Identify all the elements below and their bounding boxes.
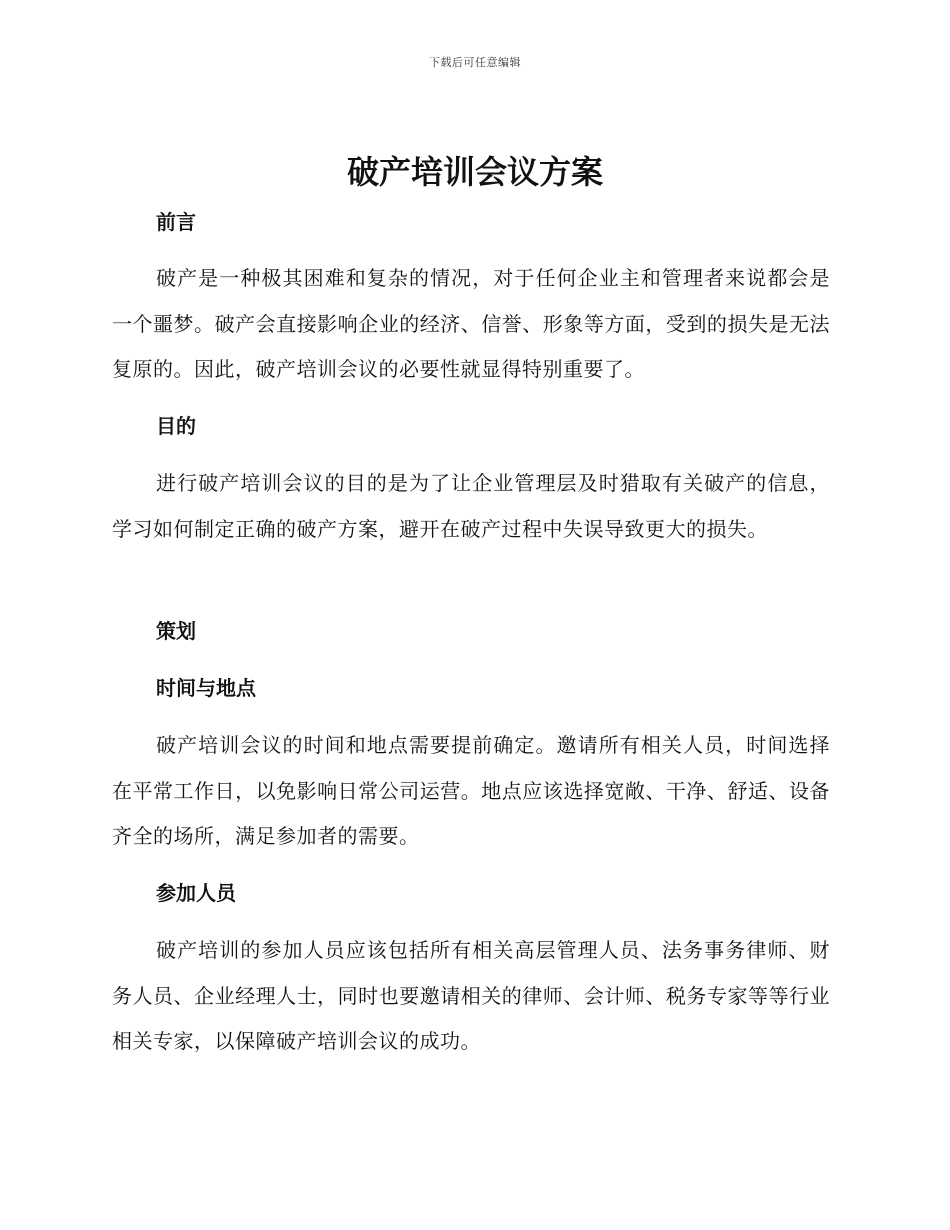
section-paragraph-purpose: 进行破产培训会议的目的是为了让企业管理层及时猎取有关破产的信息，学习如何制定正确的破产方案，避开在破产过程中失误导致更大的损失。 — [112, 471, 830, 541]
section-heading-participants: 参加人员 — [156, 881, 236, 905]
section-heading-preface: 前言 — [156, 210, 196, 234]
section-paragraph-preface: 破产是一种极其困难和复杂的情况，对于任何企业主和管理者来说都会是一个噩梦。破产会直接影响企业的经济、信誉、形象等方面，受到的损失是无法复原的。因此，破产培训会议的必要性就显得特别重要了。 — [112, 266, 830, 381]
header-note: 下载后可任意编辑 — [429, 56, 521, 69]
section-heading-purpose: 目的 — [156, 414, 196, 438]
document-title: 破产培训会议方案 — [346, 153, 603, 191]
section-heading-planning: 策划 — [156, 619, 196, 643]
section-heading-time-place: 时间与地点 — [156, 676, 256, 700]
section-paragraph-time-place: 破产培训会议的时间和地点需要提前确定。邀请所有相关人员，时间选择在平常工作日，以免影响日常公司运营。地点应该选择宽敞、干净、舒适、设备齐全的场所，满足参加者的需要。 — [112, 733, 830, 848]
section-paragraph-participants: 破产培训的参加人员应该包括所有相关高层管理人员、法务事务律师、财务人员、企业经理人士，同时也要邀请相关的律师、会计师、税务专家等等行业相关专家，以保障破产培训会议的成功。 — [112, 938, 830, 1053]
